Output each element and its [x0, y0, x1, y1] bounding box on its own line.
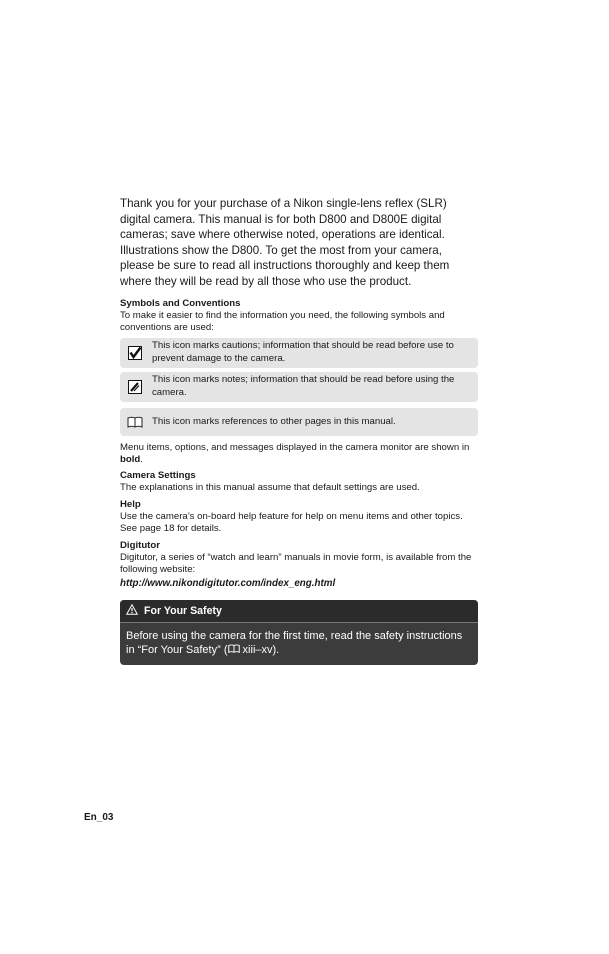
menu-note [120, 442, 478, 467]
symbol-text-note: This icon marks notes; information that should be read before using the camera. [152, 374, 455, 398]
symbol-text-reference: This icon marks references to other pages in this manual. [152, 415, 396, 427]
digitutor-url[interactable]: http://www.nikondigitutor.com/index_eng.html [120, 577, 336, 589]
menu-note-bold: bold [120, 454, 141, 466]
camera-settings-heading: Camera Settings [120, 469, 196, 481]
symbol-text-caution: This icon marks cautions; information that should be read before use to prevent damage to the camera. [152, 340, 454, 364]
menu-note-after: . [140, 454, 143, 466]
symbol-row-reference [120, 408, 478, 436]
symbols-text: To make it easier to find the information you need, the following symbols and conventions are used: [120, 309, 445, 334]
caution-check-icon [120, 346, 150, 360]
warning-triangle-icon [126, 604, 138, 618]
help-text: Use the camera’s on-board help feature for help on menu items and other topics. See page 18 for details. [120, 510, 463, 535]
page-content [120, 196, 478, 665]
book-reference-icon [120, 416, 150, 428]
safety-body [120, 623, 478, 665]
safety-pages[interactable]: xiii–xv [239, 643, 273, 656]
digitutor-text: Digitutor, a series of “watch and learn” manuals in movie form, is available from the following website: [120, 551, 472, 576]
safety-text-before: Before using the camera for the first time, read the safety instructions in “For Your Safety” ( [126, 629, 463, 656]
symbol-row-caution [120, 338, 478, 368]
safety-title: For Your Safety [144, 604, 222, 617]
safety-box [120, 600, 478, 665]
note-pencil-icon [120, 380, 150, 394]
book-reference-icon [228, 643, 240, 657]
intro-paragraph: Thank you for your purchase of a Nikon single-lens reflex (SLR) digital camera. This manual is for both D800 and D800E digital cameras; save where otherwise noted, operations are identical. Illustrations show the D800. To get the most from your camera, please be sure to read all instructions thoroughly and keep them where they will be read by all those who use the product. [120, 197, 450, 288]
page-number: En_03 [84, 812, 114, 823]
symbol-row-note [120, 372, 478, 402]
camera-settings-text: The explanations in this manual assume that default settings are used. [120, 481, 420, 493]
help-heading: Help [120, 498, 141, 510]
menu-note-before: Menu items, options, and messages displayed in the camera monitor are shown in [120, 441, 470, 453]
symbols-heading: Symbols and Conventions [120, 297, 241, 309]
digitutor-heading: Digitutor [120, 539, 160, 551]
safety-header [120, 600, 478, 623]
safety-text-after: ). [272, 643, 280, 656]
